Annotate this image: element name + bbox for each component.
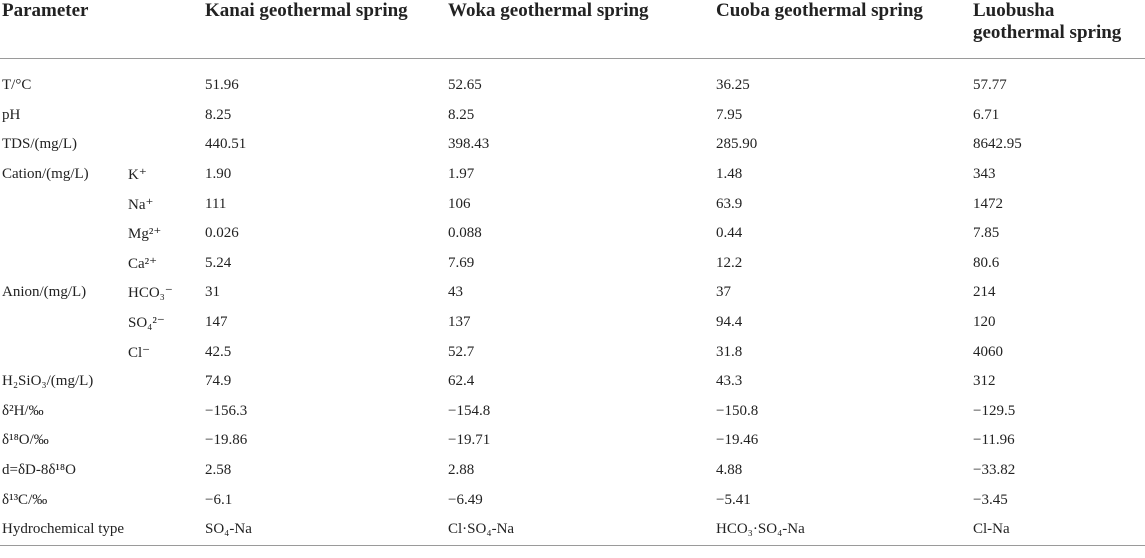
row-sublabel: Mg²⁺: [128, 226, 162, 243]
row-label: d=δD-8δ¹⁸O: [2, 462, 76, 479]
cell-value: −5.41: [716, 491, 751, 508]
cell-value: 120: [973, 314, 996, 331]
row-label: δ²H/‰: [2, 402, 44, 419]
table-row: [0, 308, 1145, 338]
row-label: Hydrochemical type: [0, 515, 205, 545]
cell-value: 6.71: [973, 106, 1000, 123]
cell-value: 1.97: [448, 166, 475, 183]
cell-value: 111: [205, 195, 227, 212]
cell-value: 80.6: [973, 254, 1000, 271]
table-row: [0, 515, 1145, 545]
cell-value: 7.85: [973, 225, 1000, 242]
row-label: pH: [2, 106, 21, 123]
cell-value: −6.1: [205, 491, 233, 508]
cell-value: 51.96: [205, 77, 239, 94]
cell-value: −3.45: [973, 491, 1008, 508]
cell-value: 1.90: [205, 166, 232, 183]
table-row: [0, 189, 1145, 219]
table-row: [0, 249, 1145, 279]
table-header: [0, 0, 1145, 59]
cell-value: 63.9: [716, 195, 743, 212]
cell-value: 43.3: [716, 373, 743, 390]
cell-value: 285.90: [716, 136, 758, 153]
cell-value: −19.71: [448, 432, 491, 449]
empty-cell: [0, 308, 128, 338]
table-row: [0, 456, 1145, 486]
cell-value: 42.5: [205, 343, 232, 360]
empty-cell: [0, 337, 128, 367]
cell-value: 5.24: [205, 254, 232, 271]
table-row: [0, 59, 1145, 101]
table-row: [0, 397, 1145, 427]
row-sublabel: Na⁺: [128, 196, 154, 213]
cell-value: −19.46: [716, 432, 759, 449]
table-row: [0, 130, 1145, 160]
cell-value: 398.43: [448, 136, 490, 153]
row-label: TDS/(mg/L): [2, 136, 77, 153]
cell-value: −19.86: [205, 432, 248, 449]
cell-value: 0.026: [205, 225, 239, 242]
empty-cell: [0, 219, 128, 249]
table-row: [0, 426, 1145, 456]
cell-value: 147: [205, 314, 228, 331]
row-sublabel: K⁺: [128, 167, 147, 184]
cell-value: 31: [205, 284, 220, 301]
cell-value: 0.088: [448, 225, 482, 242]
group-label-anion: Anion/(mg/L): [2, 284, 87, 301]
cell-value: −150.8: [716, 402, 759, 419]
table-row: [0, 278, 1145, 308]
cell-value: 37: [716, 284, 731, 301]
table-row: [0, 367, 1145, 397]
cell-value: 1.48: [716, 166, 743, 183]
table-row: [0, 160, 1145, 190]
cell-value: 74.9: [205, 373, 232, 390]
cell-value: HCO₃·SO₄-Na: [716, 515, 973, 545]
empty-cell: [0, 249, 128, 279]
header-luobusha: Luobusha geothermal spring: [973, 0, 1145, 59]
cell-value: 8642.95: [973, 136, 1022, 153]
table-row: [0, 337, 1145, 367]
header-parameter: Parameter: [0, 0, 205, 59]
cell-value: 57.77: [973, 77, 1007, 94]
cell-value: −33.82: [973, 462, 1016, 479]
row-sublabel: Ca²⁺: [128, 255, 158, 272]
cell-value: 2.88: [448, 462, 475, 479]
row-label: H₂SiO₃/(mg/L): [2, 373, 94, 390]
table-body: [0, 59, 1145, 546]
cell-value: 2.58: [205, 462, 232, 479]
table-row: [0, 101, 1145, 131]
empty-cell: [0, 189, 128, 219]
header-kanai: Kanai geothermal spring: [205, 0, 448, 59]
cell-value: 7.95: [716, 106, 743, 123]
cell-value: 4060: [973, 343, 1003, 360]
cell-value: −129.5: [973, 402, 1016, 419]
cell-value: 31.8: [716, 343, 743, 360]
row-label: δ¹⁸O/‰: [2, 432, 49, 449]
cell-value: 52.7: [448, 343, 475, 360]
row-sublabel: HCO₃⁻: [128, 285, 173, 302]
cell-value: 137: [448, 314, 471, 331]
header-cuoba: Cuoba geothermal spring: [716, 0, 973, 59]
header-woka: Woka geothermal spring: [448, 0, 716, 59]
cell-value: 4.88: [716, 462, 743, 479]
row-sublabel: Cl⁻: [128, 344, 151, 361]
cell-value: 43: [448, 284, 463, 301]
cell-value: 94.4: [716, 314, 743, 331]
cell-value: 0.44: [716, 225, 743, 242]
cell-value: −11.96: [973, 432, 1015, 449]
cell-value: 62.4: [448, 373, 475, 390]
cell-value: 214: [973, 284, 996, 301]
cell-value: Cl-Na: [973, 515, 1145, 545]
cell-value: 106: [448, 195, 471, 212]
cell-value: 36.25: [716, 77, 750, 94]
cell-value: 7.69: [448, 254, 475, 271]
cell-value: −6.49: [448, 491, 483, 508]
cell-value: 312: [973, 373, 996, 390]
cell-value: 1472: [973, 195, 1003, 212]
cell-value: SO₄-Na: [205, 515, 448, 545]
table-row: [0, 219, 1145, 249]
cell-value: 8.25: [448, 106, 475, 123]
table-row: [0, 485, 1145, 515]
header-row: [0, 0, 1145, 59]
cell-value: 440.51: [205, 136, 247, 153]
cell-value: 343: [973, 166, 996, 183]
cell-value: 12.2: [716, 254, 743, 271]
row-sublabel: SO₄²⁻: [128, 315, 165, 332]
group-label-cation: Cation/(mg/L): [2, 166, 89, 183]
row-label: T/°C: [2, 77, 32, 94]
cell-value: Cl·SO₄-Na: [448, 515, 716, 545]
cell-value: 52.65: [448, 77, 482, 94]
cell-value: 8.25: [205, 106, 232, 123]
cell-value: −154.8: [448, 402, 491, 419]
cell-value: −156.3: [205, 402, 248, 419]
row-label: δ¹³C/‰: [2, 491, 48, 508]
